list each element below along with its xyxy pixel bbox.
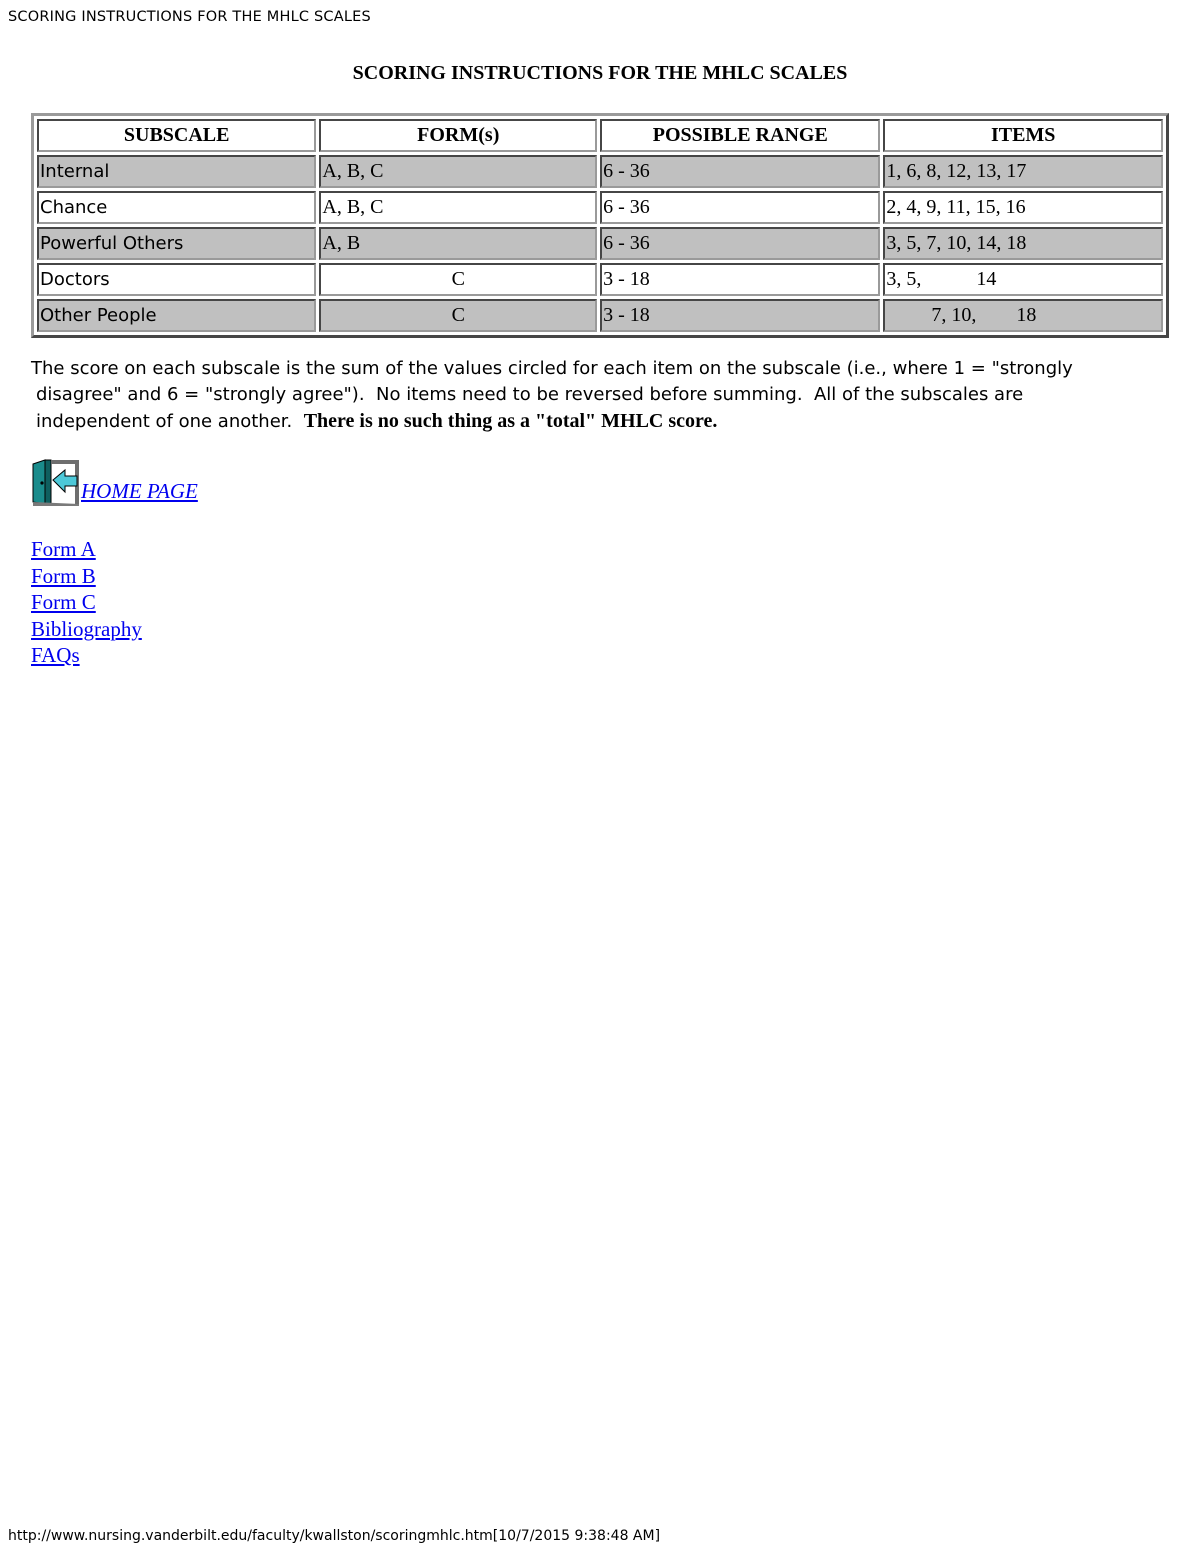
header-forms: FORM(s) [319, 119, 597, 152]
header-subscale: SUBSCALE [37, 119, 316, 152]
cell-forms: A, B [319, 227, 597, 260]
cell-subscale: Doctors [37, 263, 316, 296]
table-row [37, 227, 1163, 260]
cell-forms: A, B, C [319, 191, 597, 224]
link-form-b[interactable]: Form B [31, 563, 96, 588]
cell-items: 1, 6, 8, 12, 13, 17 [883, 155, 1163, 188]
note-line: disagree" and 6 = "strongly agree"). No items need to be reversed before summing. All of the subscales are [36, 384, 1024, 405]
table-row [37, 155, 1163, 188]
scoring-note [31, 356, 1131, 435]
cell-subscale: Internal [37, 155, 316, 188]
note-emphasis: There is no such thing as a "total" MHLC score. [303, 410, 718, 432]
nav-links [31, 536, 142, 669]
exit-door-arrow-icon[interactable] [31, 458, 81, 506]
cell-range: 6 - 36 [600, 191, 880, 224]
link-bibliography[interactable]: Bibliography [31, 616, 142, 641]
cell-forms: A, B, C [319, 155, 597, 188]
link-form-c[interactable]: Form C [31, 590, 96, 614]
note-line: The score on each subscale is the sum of the values circled for each item on the subscale (i.e., where 1 = "strongly [31, 358, 1073, 379]
home-page-link-row [31, 458, 198, 506]
link-faqs[interactable]: FAQs [31, 643, 80, 667]
header-possible-range: POSSIBLE RANGE [600, 119, 880, 152]
note-text: independent of one another. [36, 411, 304, 432]
header-items: ITEMS [883, 119, 1163, 152]
cell-subscale: Powerful Others [37, 227, 316, 260]
home-page-link[interactable]: HOME PAGE [81, 479, 198, 503]
table-row [37, 263, 1163, 296]
cell-subscale: Other People [37, 299, 316, 332]
print-header: SCORING INSTRUCTIONS FOR THE MHLC SCALES [8, 9, 371, 25]
cell-items: 7, 10, 18 [883, 299, 1163, 332]
table-header-row [37, 119, 1163, 152]
cell-forms: C [319, 299, 597, 332]
print-footer-url: http://www.nursing.vanderbilt.edu/faculty/kwallston/scoringmhlc.htm[10/7/2015 9:38:48 AM] [8, 1528, 661, 1544]
page-title: SCORING INSTRUCTIONS FOR THE MHLC SCALES [352, 62, 848, 84]
note-line-last [31, 408, 1131, 435]
cell-range: 3 - 18 [600, 299, 880, 332]
cell-range: 6 - 36 [600, 227, 880, 260]
link-form-a[interactable]: Form A [31, 537, 96, 561]
cell-subscale: Chance [37, 191, 316, 224]
table-row [37, 191, 1163, 224]
table-row [37, 299, 1163, 332]
cell-range: 6 - 36 [600, 155, 880, 188]
cell-forms: C [319, 263, 597, 296]
cell-items: 2, 4, 9, 11, 15, 16 [883, 191, 1163, 224]
cell-range: 3 - 18 [600, 263, 880, 296]
scoring-table [31, 113, 1169, 338]
cell-items: 3, 5, 14 [883, 263, 1163, 296]
cell-items: 3, 5, 7, 10, 14, 18 [883, 227, 1163, 260]
